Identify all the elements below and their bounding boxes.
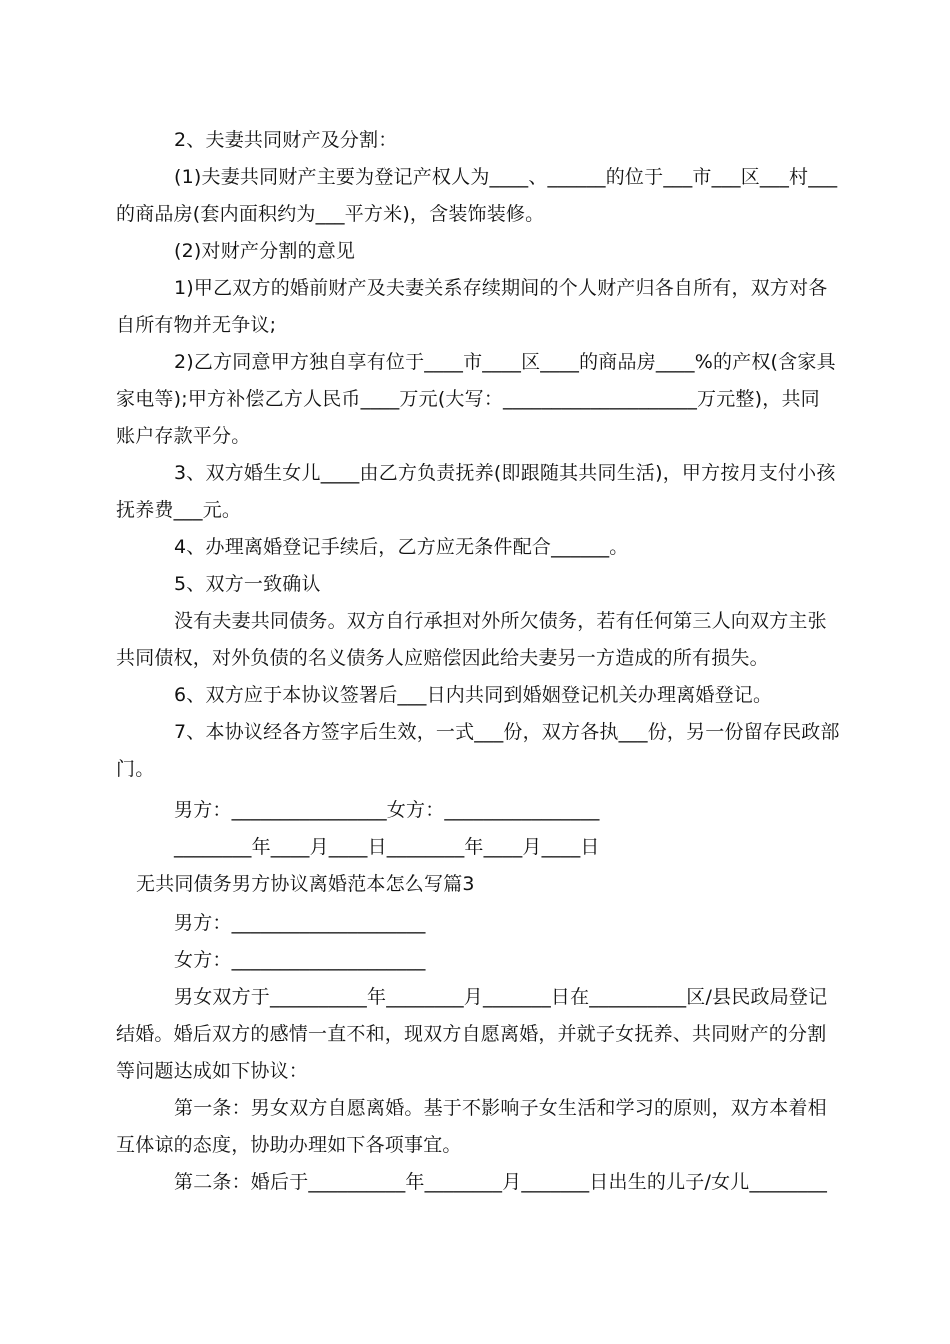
paragraph-line: (1)夫妻共同财产主要为登记产权人为____、______的位于___市___区___村___: [174, 166, 838, 188]
paragraph-line: 4、办理离婚登记手续后，乙方应无条件配合______。: [174, 536, 629, 558]
section-2-heading: 2、夫妻共同财产及分割：: [174, 129, 398, 151]
paragraph-line: 自所有物并无争议;: [116, 314, 277, 336]
paragraph-line: 男女双方于__________年________月_______日在__________区/县民政局登记: [174, 986, 828, 1008]
paragraph-line: 家电等);甲方补偿乙方人民币____万元(大写：____________________万元整)，共同: [116, 388, 820, 410]
paragraph-line: 7、本协议经各方签字后生效，一式___份，双方各执___份，另一份留存民政部: [174, 721, 840, 743]
paragraph-line: 抚养费___元。: [116, 499, 242, 521]
article-1-line: 第一条：男女双方自愿离婚。基于不影响子女生活和学习的原则，双方本着相: [174, 1097, 827, 1119]
paragraph-line: 共同债权，对外负债的名义债务人应赔偿因此给夫妻另一方造成的所有损失。: [116, 647, 769, 669]
paragraph-line: 5、双方一致确认: [174, 573, 321, 595]
signature-line: 男方：________________女方：________________: [174, 799, 600, 821]
paragraph-line: 等问题达成如下协议：: [116, 1060, 309, 1082]
paragraph-line: 互体谅的态度，协助办理如下各项事宜。: [116, 1134, 462, 1156]
male-party-line: 男方：____________________: [174, 912, 426, 934]
subsection-heading: (2)对财产分割的意见: [174, 240, 356, 262]
paragraph-line: 账户存款平分。: [116, 425, 251, 447]
paragraph-line: 1)甲乙双方的婚前财产及夫妻关系存续期间的个人财产归各自所有，双方对各: [174, 277, 828, 299]
section-title: 无共同债务男方协议离婚范本怎么写篇3: [136, 873, 475, 895]
paragraph-line: 结婚。婚后双方的感情一直不和，现双方自愿离婚，并就子女抚养、共同财产的分割: [116, 1023, 827, 1045]
paragraph-line: 6、双方应于本协议签署后___日内共同到婚姻登记机关办理离婚登记。: [174, 684, 773, 706]
paragraph-line: 门。: [116, 758, 155, 780]
date-line: ________年____月____日________年____月____日: [174, 836, 600, 858]
paragraph-line: 2)乙方同意甲方独自享有位于____市____区____的商品房____%的产权(含家具: [174, 351, 836, 373]
female-party-line: 女方：____________________: [174, 949, 426, 971]
paragraph-line: 3、双方婚生女儿____由乙方负责抚养(即跟随其共同生活)，甲方按月支付小孩: [174, 462, 836, 484]
article-2-line: 第二条：婚后于__________年________月_______日出生的儿子/女儿________: [174, 1171, 828, 1193]
paragraph-line: 的商品房(套内面积约为___平方米)，含装饰装修。: [116, 203, 545, 225]
paragraph-line: 没有夫妻共同债务。双方自行承担对外所欠债务，若有任何第三人向双方主张: [174, 610, 827, 632]
